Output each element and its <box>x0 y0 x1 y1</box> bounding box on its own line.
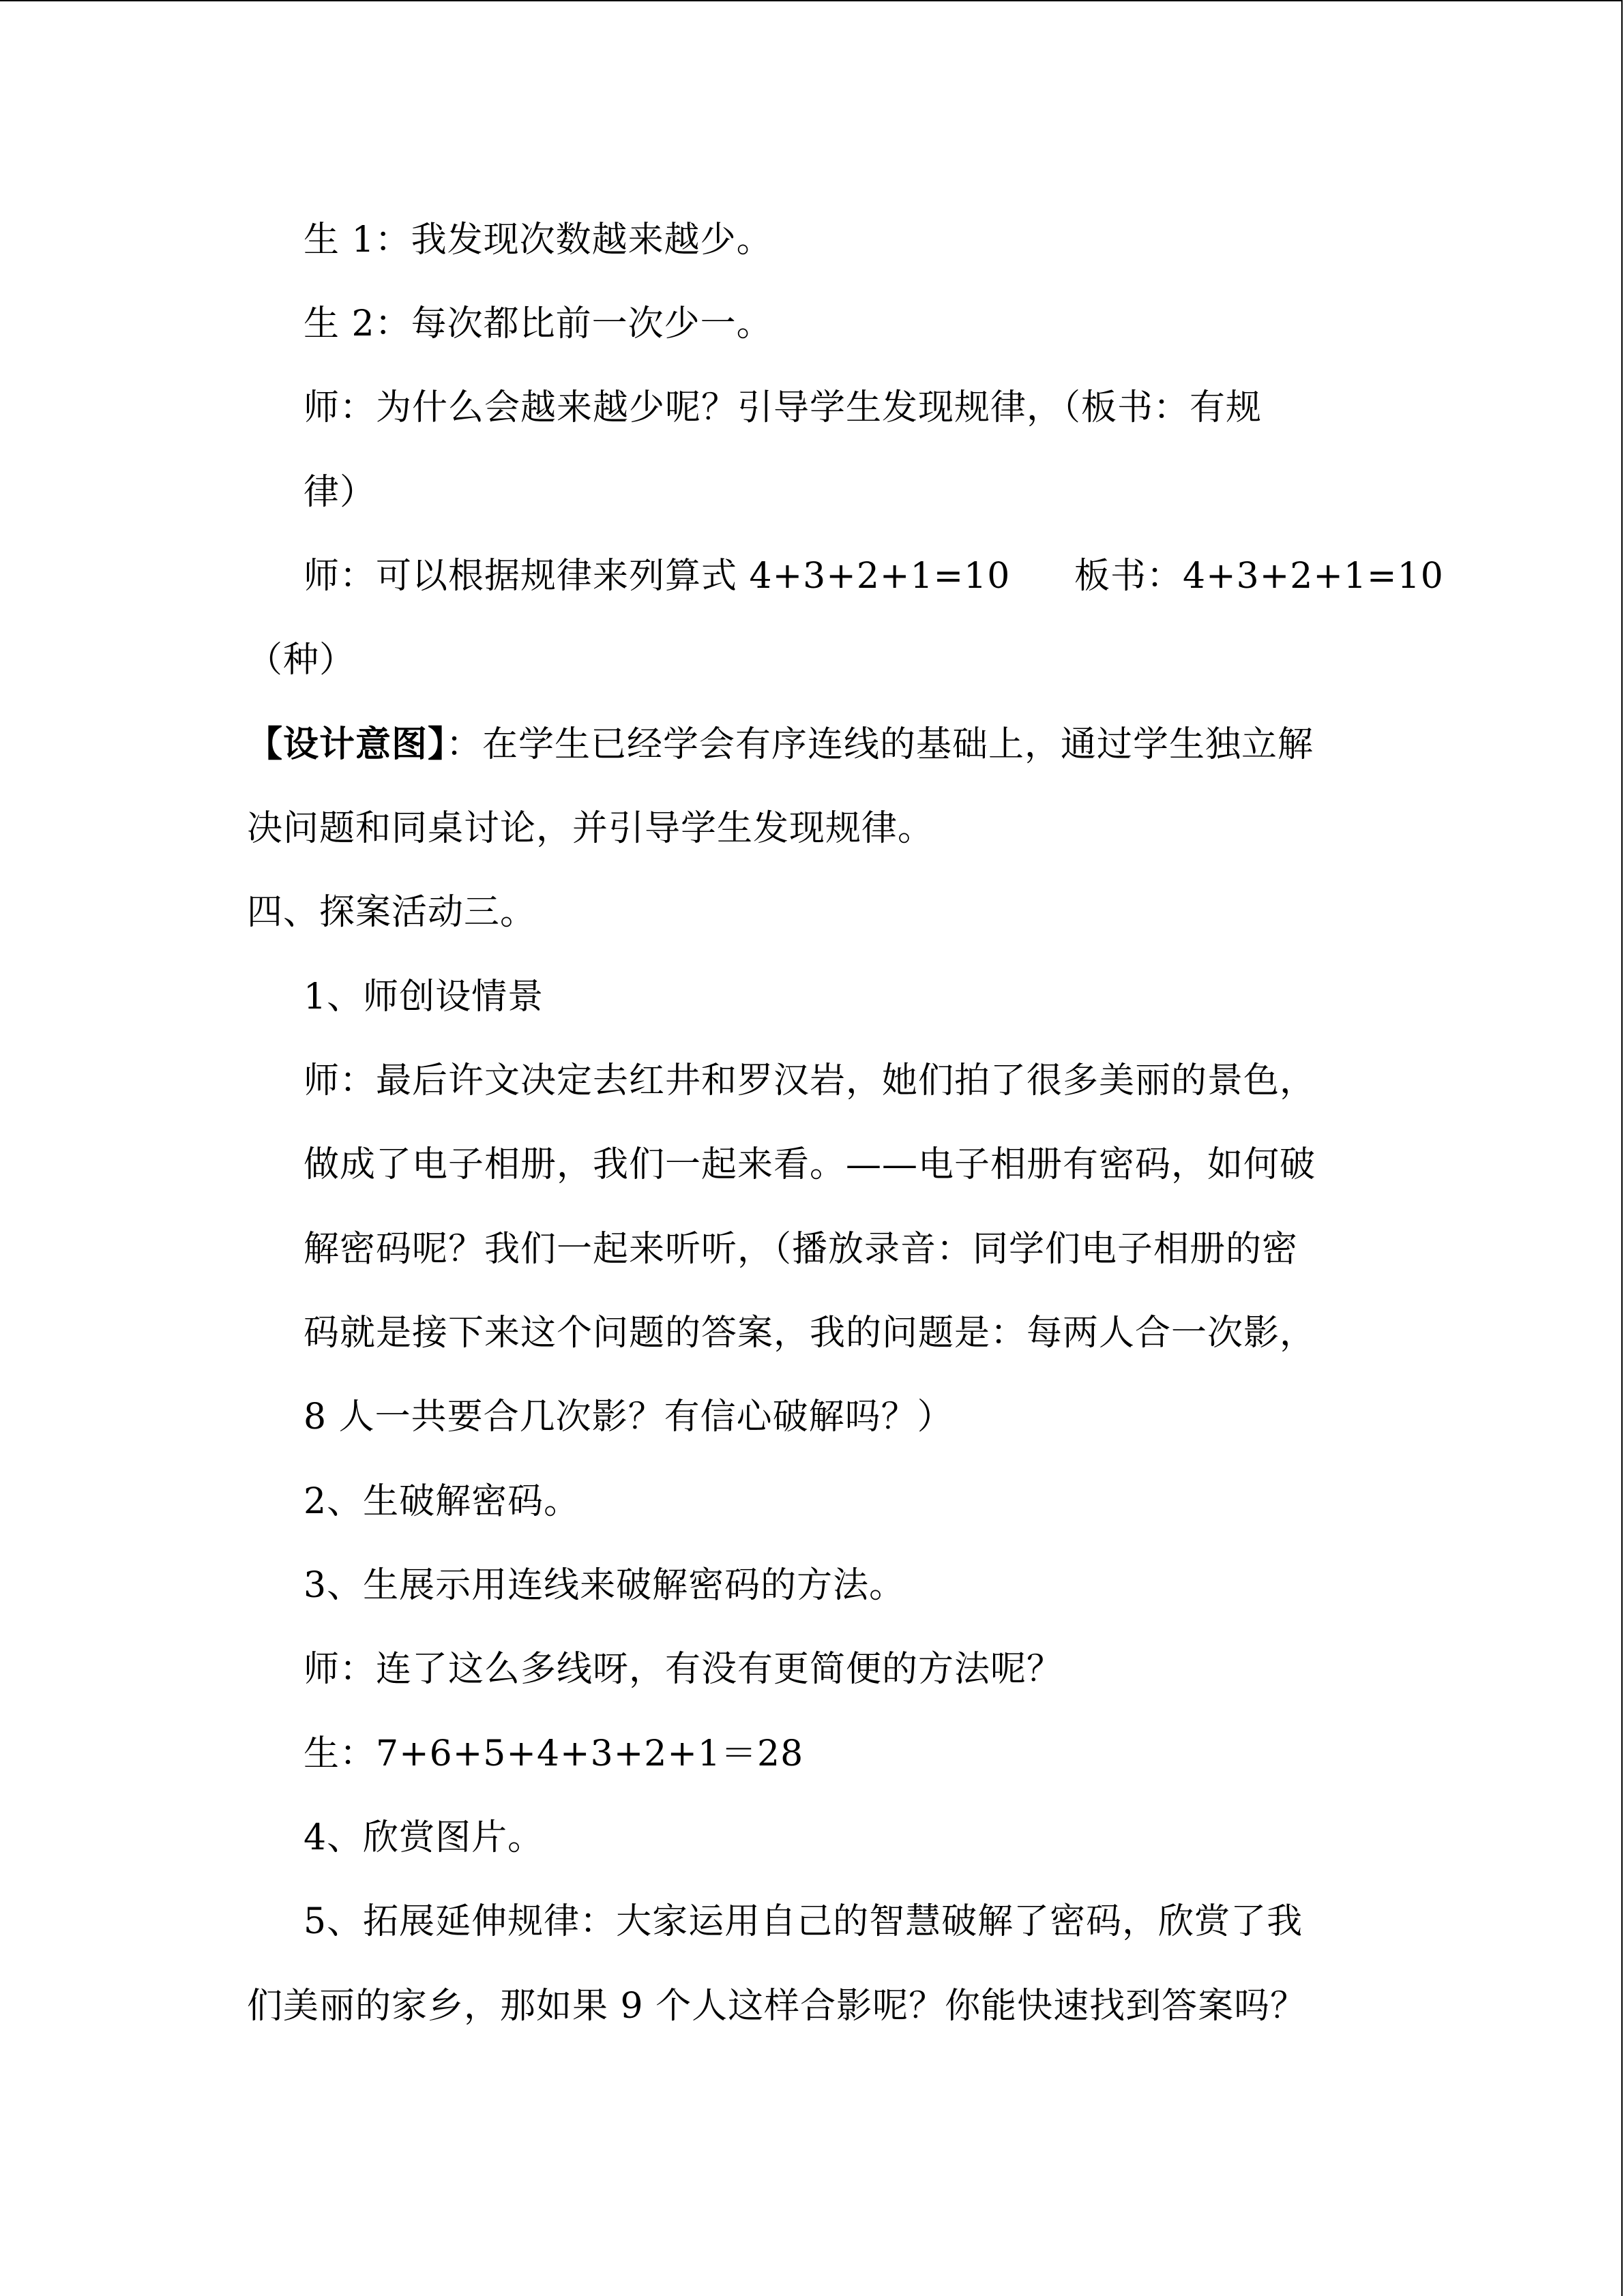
section-heading: 四、探案活动三。 <box>247 892 537 933</box>
board-formula: 板书：4+3+2+1=10 <box>1074 556 1444 597</box>
step1-line: 1、师创设情景 <box>304 976 544 1017</box>
teacher-scene-line-4: 码就是接下来这个问题的答案，我的问题是：每两人合一次影， <box>304 1313 1316 1354</box>
step4-line: 4、欣赏图片。 <box>304 1817 544 1858</box>
unit-line: （种） <box>247 640 356 681</box>
design-intent-text: ：在学生已经学会有序连线的基础上，通过学生独立解 <box>446 724 1314 765</box>
teacher-formula-line: 师：可以根据规律来列算式 4+3+2+1=10 <box>304 556 1011 597</box>
teacher-scene-line-2: 做成了电子相册，我们一起来看。——电子相册有密码，如何破 <box>304 1144 1316 1185</box>
teacher-scene-line-3: 解密码呢？我们一起来听听，（播放录音：同学们电子相册的密 <box>304 1229 1299 1270</box>
teacher-simpler-line: 师：连了这么多线呀，有没有更简便的方法呢？ <box>304 1649 1063 1690</box>
design-intent-line-cont: 决问题和同桌讨论，并引导学生发现规律。 <box>247 808 934 849</box>
teacher-question-line-cont: 律） <box>304 472 377 513</box>
design-intent-label: 【设计意图】 <box>247 724 447 765</box>
teacher-question-line: 师：为什么会越来越少呢？引导学生发现规律，（板书：有规 <box>304 387 1263 428</box>
student1-line: 生 1：我发现次数越来越少。 <box>304 220 773 260</box>
teacher-scene-line-5: 8 人一共要合几次影？有信心破解吗？） <box>304 1397 954 1437</box>
step2-line: 2、生破解密码。 <box>304 1481 580 1522</box>
student2-line: 生 2：每次都比前一次少一。 <box>304 303 773 344</box>
teacher-scene-line: 师：最后许文决定去红井和罗汉岩，她们拍了很多美丽的景色， <box>304 1060 1316 1101</box>
step5-line-cont: 们美丽的家乡，那如果 9 个人这样合影呢？你能快速找到答案吗？ <box>247 1986 1307 2027</box>
student-formula-line: 生：7+6+5+4+3+2+1＝28 <box>304 1733 804 1774</box>
step3-line: 3、生展示用连线来破解密码的方法。 <box>304 1565 906 1606</box>
step5-line: 5、拓展延伸规律：大家运用自己的智慧破解了密码，欣赏了我 <box>304 1901 1303 1942</box>
design-intent-line <box>247 724 1314 765</box>
